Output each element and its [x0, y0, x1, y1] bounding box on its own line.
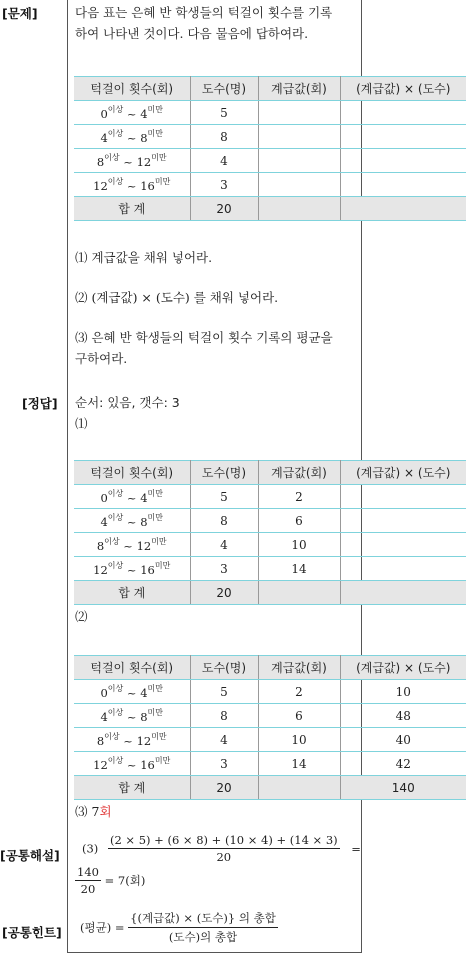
question-3-line-1: ⑶ 은혜 반 학생들의 턱걸이 횟수 기록의 평균을	[75, 330, 333, 345]
table-row: $12^{이상}$ ~ $16^{미만}$ 3 14	[74, 557, 466, 581]
table-row: $8^{이상}$ ~ $12^{미만}$ 4 10 40	[74, 728, 466, 752]
problem-line-2: 하여 나타낸 것이다. 다음 물음에 답하여라.	[75, 26, 309, 41]
header-product: (계급값) × (도수)	[340, 77, 466, 101]
table-row: $12^{이상}$ ~ $16^{미만}$ 3	[74, 173, 466, 197]
solution-fraction: $\frac{(2 \times 5) + (6 \times 8) + (10 \times 4) + (14 \times 3)}{20}$	[109, 833, 338, 864]
answer-table-1: 턱걸이 횟수(회) 도수(명) 계급값(회) (계급값) × (도수) $0^{이상}$ ~ $4^{미만}$ 5 2 $4^{이상}$ ~ $8^{미만}$ 8 6 $8^{이상}$ ~ $12^{미만}$ 4 10 $12^{이상}$ ~ $16^{미만}$ 3 14 합 계 20	[74, 460, 466, 605]
answer-table-2: 턱걸이 횟수(회) 도수(명) 계급값(회) (계급값) × (도수) $0^{이상}$ ~ $4^{미만}$ 5 2 10 $4^{이상}$ ~ $8^{미만}$ 8 6 48 $8^{이상}$ ~ $12^{미만}$ 4 10 40 $12^{이상}$ ~ $16^{미만}$ 3 14 42 합 계 20 140	[74, 655, 466, 800]
problem-frequency-table	[74, 76, 466, 221]
table-row: $8^{이상}$ ~ $12^{미만}$ 4 10	[74, 533, 466, 557]
header-class: 턱걸이 횟수(회)	[74, 77, 190, 101]
question-1: ⑴ 계급값을 채워 넣어라.	[75, 250, 213, 265]
table-row: $0^{이상}$ ~ $4^{미만}$ 5	[74, 101, 466, 125]
answer-tag: [정답]	[22, 396, 58, 411]
solution-result: $\frac{140}{20}$ = 7(회)	[77, 865, 146, 896]
header-frequency: 도수(명)	[190, 77, 258, 101]
answer-meta: 순서: 있음, 갯수: 3	[75, 395, 180, 410]
total-row: 합 계 20	[74, 197, 466, 221]
table-row: $12^{이상}$ ~ $16^{미만}$ 3 14 42	[74, 752, 466, 776]
solution-tag: [공통해설]	[0, 848, 60, 863]
answer-part-2: ⑵	[75, 609, 88, 624]
table-row: $4^{이상}$ ~ $8^{미만}$ 8 6 48	[74, 704, 466, 728]
answer-unit: 회	[99, 804, 112, 819]
table-row: $0^{이상}$ ~ $4^{미만}$ 5 2 10	[74, 680, 466, 704]
answer-part-1: ⑴	[75, 416, 88, 431]
hint-formula: (평균) = $\frac{\text{\{(계급값) × (도수)\} 의 총합}}{\text{(도수)의 총합}}$	[80, 911, 276, 944]
question-3-line-2: 구하여라.	[75, 351, 128, 366]
hint-fraction: $\frac{\text{\{(계급값) × (도수)\} 의 총합}}{\text{(도수)의 총합}}$	[130, 911, 276, 944]
total-row: 합 계 20	[74, 581, 466, 605]
table-row: $4^{이상}$ ~ $8^{미만}$ 8	[74, 125, 466, 149]
table-row: $4^{이상}$ ~ $8^{미만}$ 8 6	[74, 509, 466, 533]
question-2: ⑵ (계급값) × (도수) 를 채워 넣어라.	[75, 290, 279, 305]
table-row: $0^{이상}$ ~ $4^{미만}$ 5 2	[74, 485, 466, 509]
solution-fraction-2: $\frac{140}{20}$	[77, 865, 99, 896]
table-row: $8^{이상}$ ~ $12^{미만}$ 4	[74, 149, 466, 173]
header-class-mark: 계급값(회)	[258, 77, 340, 101]
answer-part-3: ⑶ 7회	[75, 804, 112, 819]
problem-line-1: 다음 표는 은혜 반 학생들의 턱걸이 횟수를 기록	[75, 5, 333, 20]
solution-formula: (3) $\frac{(2 \times 5) + (6 \times 8) + (10 \times 4) + (14 \times 3)}{20}$ =	[82, 833, 361, 864]
total-row: 합 계 20 140	[74, 776, 466, 800]
hint-tag: [공통힌트]	[2, 925, 62, 940]
problem-tag: [문제]	[2, 6, 38, 21]
